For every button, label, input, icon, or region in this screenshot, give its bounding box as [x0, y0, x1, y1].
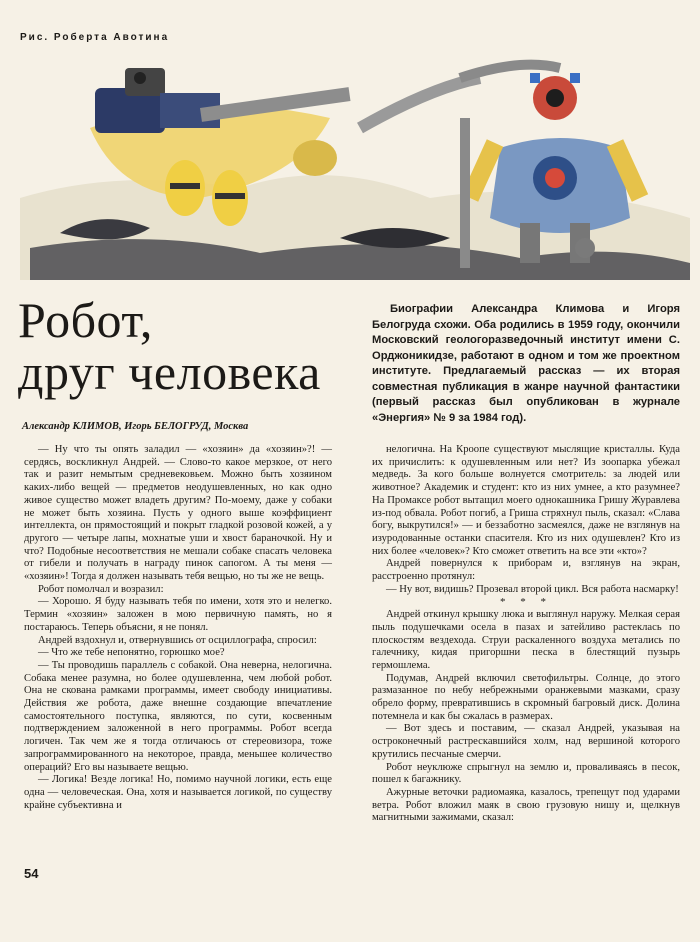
- illustration-credit: Рис. Роберта Авотина: [20, 32, 170, 43]
- paragraph: Андрей откинул крышку люка и выглянул наружу. Мелкая серая пыль подушечками осела в пазах и затейливо растеклась по плоскостям вездехода. Струи раскаленного воздуха метались по галечнику, кидая пригоршни песка в блестящий пузырь гермошлема.: [372, 609, 680, 671]
- section-separator: * * *: [500, 596, 552, 609]
- paragraph: Подумав, Андрей включил светофильтры. Солнце, до этого размазанное по небу небрежными оранжевыми мазками, сразу обрело форму, превратившись в скромный багровый диск. Долина потемнела и как бы сжалась в размерах.: [372, 672, 680, 722]
- paragraph: Ажурные веточки радиомаяка, казалось, трепещут под ударами ветра. Робот вложил маяк в свою грузовую нишу и, щелкнув магнитными зажимами, сказал:: [372, 786, 680, 824]
- title-line: друг человека: [18, 344, 321, 400]
- paragraph: Андрей вздохнул и, отвернувшись от осциллографа, спросил:: [38, 634, 317, 646]
- paragraph: Андрей повернулся к приборам и, взглянув на экран, расстроенно протянул:: [372, 558, 680, 583]
- paragraph: — Ты проводишь параллель с собакой. Она неверна, нелогична. Собака менее разумна, но более одушевленна, чем любой робот. Она не скована рамками программы, имеет свободу инициативы. Действия же робота, даже внешне создающие впечатление самостоятельного поступка, являются, по сути, косвенным подтверждением заложенной в него программы. Робот всегда логичен. Так чем же я тогда отличаюсь от стереовизора, тоже запрограммированного на некоторое, правда, меньшее количество операций? Его вы называете вещью.: [24, 659, 332, 773]
- paragraph: нелогична. На Кроопе существуют мыслящие кристаллы. Куда их причислить: к одушевленным или нет? Из зоопарка убежал медведь. За кого больше волнуется смотритель: за людей или животное? Академик и студент: кто из них умнее, а кто разумнее? На Промаксе робот вытащил моего однокашника Гришу Журавлева из-под обвала. Робот погиб, а Гриша стряхнул пыль, сказал: «Слава богу, выкрутился!» — и беззаботно засмеялся, даже не взглянув на изуродованные останки спасителя. Кто из них одушевлен? Кто из них более «человек»? Кто сможет ответить на все эти «кто»?: [372, 444, 680, 557]
- author-bio: Биографии Александра Климова и Игоря Белогруда схожи. Оба родились в 1959 году, окончили Московский геологоразведочный институт имени С. Орджоникидзе, работают в одном и том же проектном институте. Предлагаемый рассказ — их вторая совместная публикация в жанре научной фантастики (первый рассказ был опубликован в журнале «Энергия» № 9 за 1984 год).: [372, 303, 680, 424]
- paragraph: — Логика! Везде логика! Но, помимо научной логики, есть еще одна — человеческая. Она, хотя и называется логикой, по существу крайне субъективна и: [24, 774, 332, 811]
- robot-illustration: [0, 48, 700, 280]
- title-line: Робот,: [18, 292, 153, 348]
- paragraph: — Что же тебе непонятно, горюшко мое?: [38, 647, 225, 659]
- paragraph: — Вот здесь и поставим, — сказал Андрей, указывая на остроконечный растрескавшийся холм, над вершиной которого крутились песчаные смерчи.: [372, 723, 680, 760]
- page-number: 54: [24, 866, 39, 881]
- paragraph: — Хорошо. Я буду называть тебя по имени, хотя это и нелегко. Термин «хозяин» заложен в мою первичную память, но я постараюсь. Теперь объясни, я не понял.: [24, 596, 332, 633]
- right-text-column: [372, 444, 680, 825]
- article-title: [18, 294, 358, 398]
- paragraph: Робот неуклюже спрыгнул на землю и, проваливаясь в песок, пошел к багажнику.: [372, 761, 680, 786]
- left-text-column: [24, 444, 332, 812]
- paragraph: — Ну что ты опять заладил — «хозяин» да «хозяин»?! — сердясь, воскликнул Андрей. — Слово-то какое мерзкое, от него так и разит немытым средневековьем. Можно быть хозяином каких-либо вещей — предметов неодушевленных, но как одно живое существо может владеть другим? По-моему, даже у собаки не может быть хозяина. Пусть у одного выше коэффициент интеллекта, он прямостоящий и покрыт гладкой розовой кожей, а у другого — четыре лапы, мохнатые уши и хвост бараночкой. Ну и что? Подобные несоответствия не мешали собаке спасать человека от гибели и получать в награду пинок сапогом. А ты меня — «хозяин»! Тогда я должен называть тебя вещью, но ты же не вещь.: [24, 444, 332, 583]
- authors-byline: Александр КЛИМОВ, Игорь БЕЛОГРУД, Москва: [22, 421, 249, 432]
- paragraph: Робот помолчал и возразил:: [38, 583, 164, 595]
- paragraph: — Ну вот, видишь? Прозевал второй цикл. Вся работа насмарку!: [386, 583, 679, 595]
